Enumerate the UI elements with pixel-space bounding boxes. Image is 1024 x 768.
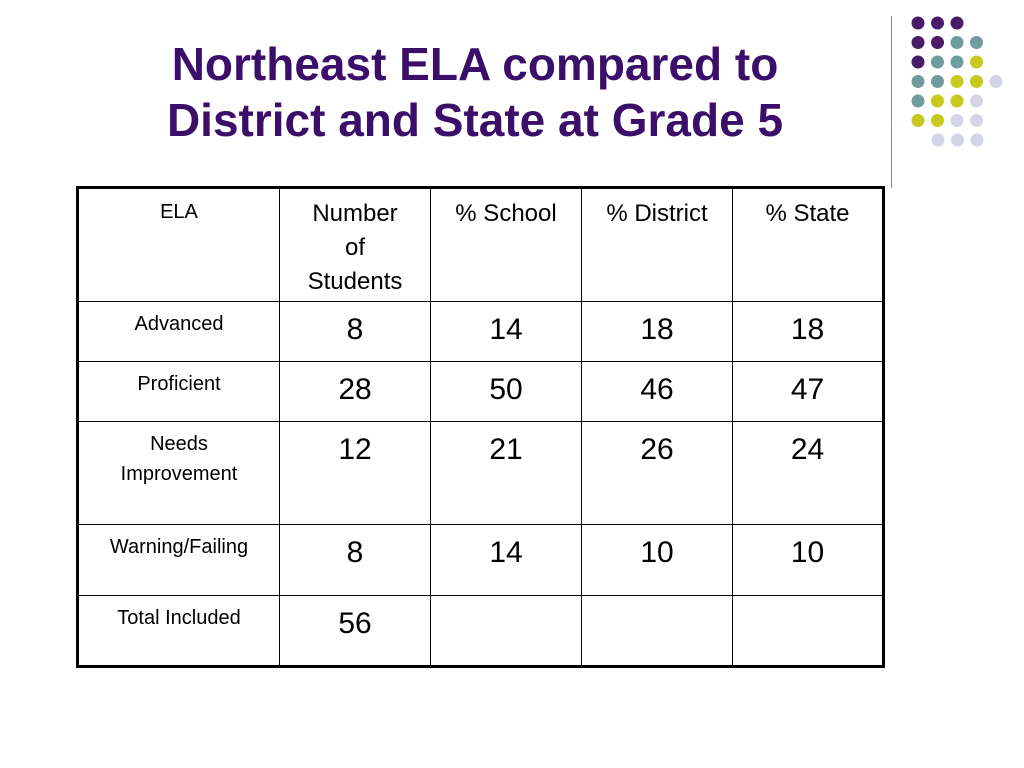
cell-state: 10	[733, 525, 884, 596]
row-label: Total Included	[78, 596, 280, 667]
cell-number: 8	[280, 525, 431, 596]
ela-results-table	[76, 186, 885, 668]
header-number-line-1: Number	[312, 200, 398, 227]
title-line-2: District and State at Grade 5	[166, 94, 784, 146]
decorative-dot	[931, 114, 944, 127]
cell-number: 56	[280, 596, 431, 667]
cell-school: 21	[431, 422, 582, 525]
decorative-dot	[990, 75, 1003, 88]
decorative-dot	[912, 17, 925, 30]
decorative-dot	[951, 56, 964, 69]
decorative-dot	[970, 56, 983, 69]
header-number-line-2: of	[344, 234, 365, 261]
cell-state	[733, 596, 884, 667]
table-row-warning-failing	[78, 525, 884, 596]
title-line-1: Northeast ELA compared to	[171, 38, 779, 90]
row-label	[78, 422, 280, 525]
header-state: % State	[733, 188, 884, 302]
decorative-dot	[932, 134, 945, 147]
decorative-dot	[912, 75, 925, 88]
decorative-dot	[951, 75, 964, 88]
header-number-of-students	[280, 188, 431, 302]
cell-state: 24	[733, 422, 884, 525]
table-row-total-included	[78, 596, 884, 667]
cell-district: 26	[582, 422, 733, 525]
vertical-divider	[891, 16, 892, 188]
cell-school	[431, 596, 582, 667]
cell-school: 14	[431, 302, 582, 362]
table-row-proficient	[78, 362, 884, 422]
decorative-dot	[931, 56, 944, 69]
row-label: Proficient	[78, 362, 280, 422]
cell-district: 18	[582, 302, 733, 362]
decorative-dot	[951, 95, 964, 108]
decorative-dot	[970, 75, 983, 88]
decorative-dot	[912, 95, 925, 108]
decorative-dot	[971, 134, 984, 147]
decorative-dot	[912, 56, 925, 69]
header-district: % District	[582, 188, 733, 302]
decorative-dot	[970, 36, 983, 49]
cell-number: 12	[280, 422, 431, 525]
decorative-dot	[951, 134, 964, 147]
decorative-dot	[931, 95, 944, 108]
decorative-dot	[970, 95, 983, 108]
cell-state: 47	[733, 362, 884, 422]
decorative-dot	[912, 36, 925, 49]
cell-district: 46	[582, 362, 733, 422]
header-school: % School	[431, 188, 582, 302]
table-row-needs-improvement	[78, 422, 884, 525]
header-number-line-3: Students	[307, 268, 403, 295]
header-ela: ELA	[78, 188, 280, 302]
row-label: Advanced	[78, 302, 280, 362]
cell-school: 14	[431, 525, 582, 596]
decorative-dot	[912, 114, 925, 127]
decorative-dot	[951, 114, 964, 127]
decorative-dot	[970, 114, 983, 127]
table-row-advanced	[78, 302, 884, 362]
decorative-dot	[931, 17, 944, 30]
decorative-dot	[931, 75, 944, 88]
row-label-line-1: Needs	[150, 433, 208, 455]
decorative-dot	[931, 36, 944, 49]
cell-district: 10	[582, 525, 733, 596]
cell-district	[582, 596, 733, 667]
cell-number: 28	[280, 362, 431, 422]
cell-number: 8	[280, 302, 431, 362]
table-header-row	[78, 188, 884, 302]
slide-title	[60, 36, 890, 148]
row-label-line-2: Improvement	[120, 463, 238, 485]
cell-state: 18	[733, 302, 884, 362]
decorative-dot	[951, 36, 964, 49]
decorative-dot	[951, 17, 964, 30]
row-label: Warning/Failing	[78, 525, 280, 596]
cell-school: 50	[431, 362, 582, 422]
